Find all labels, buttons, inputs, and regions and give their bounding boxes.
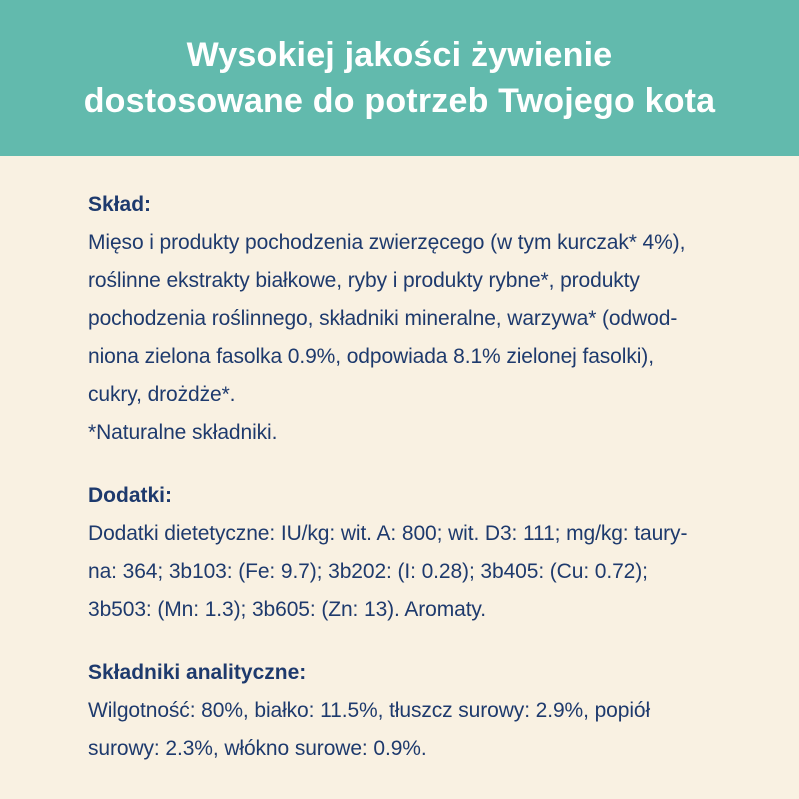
section-body-additives: Dodatki dietetyczne: IU/kg: wit. A: 800; wit. D3: 111; mg/kg: taury- na: 364; 3b103: (Fe: 9.7); 3b202: (I: 0.28); 3b405: (Cu: 0.72); 3b503: (Mn: 1.3); 3b605: (Zn: 13). Aromaty. [88,522,688,621]
section-analytical [88,654,769,768]
section-heading-additives: Dodatki: [88,484,172,507]
header-band [0,0,799,156]
section-body-ingredients: Mięso i produkty pochodzenia zwierzęcego (w tym kurczak* 4%), roślinne ekstrakty białkowe, ryby i produkty rybne*, produkty pochodzenia roślinnego, składniki mineralne, warzywa* (odwod- niona zielona fasolka 0.9%, odpowiada 8.1% zielonej fasolki), cukry, drożdże*. *Naturalne składniki. [88,231,686,444]
section-heading-analytical: Składniki analityczne: [88,661,307,684]
section-additives [88,477,769,629]
page-title: Wysokiej jakości żywienie dostosowane do potrzeb Twojego kota [83,36,716,120]
content-area [0,156,799,768]
section-body-analytical: Wilgotność: 80%, białko: 11.5%, tłuszcz surowy: 2.9%, popiół surowy: 2.3%, włókno surowe: 0.9%. [88,699,651,760]
section-heading-ingredients: Skład: [88,193,152,216]
section-ingredients [88,186,769,452]
